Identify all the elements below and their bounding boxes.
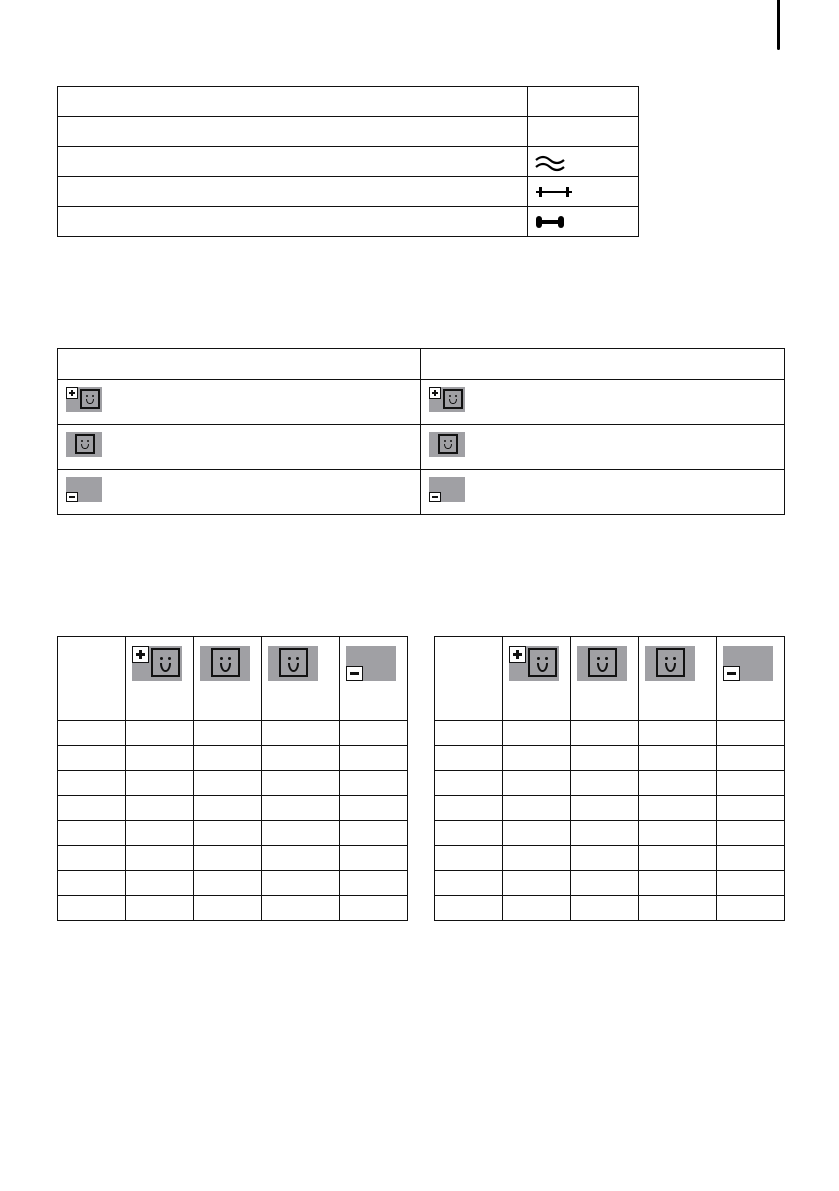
table-cell xyxy=(126,871,194,896)
face-icon xyxy=(429,432,465,457)
table-cell xyxy=(262,821,340,846)
table-row xyxy=(58,470,785,515)
table-cell xyxy=(435,871,503,896)
table-row xyxy=(58,87,639,117)
table-row xyxy=(58,796,408,821)
label-cell xyxy=(58,207,528,237)
table-cell xyxy=(58,896,126,921)
table-cell xyxy=(639,896,717,921)
table-cell xyxy=(262,846,340,871)
table-cell xyxy=(435,846,503,871)
table-cell xyxy=(194,896,262,921)
table-cell xyxy=(340,846,408,871)
label-cell xyxy=(58,117,528,147)
table-row xyxy=(435,871,785,896)
table-cell xyxy=(503,771,571,796)
table-row xyxy=(435,796,785,821)
table-cell xyxy=(262,771,340,796)
table-cell xyxy=(262,896,340,921)
symbol-cell xyxy=(528,117,639,147)
symbol-cell xyxy=(528,207,639,237)
table-cell xyxy=(503,871,571,896)
table-row xyxy=(435,896,785,921)
table-cell xyxy=(58,846,126,871)
header-icon-cell xyxy=(340,637,408,721)
table-row xyxy=(58,746,408,771)
table-cell xyxy=(571,796,639,821)
table-cell xyxy=(126,746,194,771)
table-cell xyxy=(571,871,639,896)
face-icon xyxy=(268,646,318,681)
table-row xyxy=(58,117,639,147)
table-cell xyxy=(571,746,639,771)
table-cell xyxy=(639,796,717,821)
table-cell xyxy=(435,796,503,821)
table-cell xyxy=(58,871,126,896)
table-cell xyxy=(571,896,639,921)
table-row xyxy=(58,425,785,470)
table-cell xyxy=(340,771,408,796)
table-row xyxy=(435,821,785,846)
table-cell xyxy=(639,746,717,771)
table-body xyxy=(435,721,785,921)
face-icon xyxy=(645,646,695,681)
table-cell xyxy=(194,771,262,796)
table-cell xyxy=(639,871,717,896)
table-row xyxy=(58,871,408,896)
table-cell xyxy=(503,746,571,771)
table-row xyxy=(58,207,639,237)
table-cell xyxy=(126,896,194,921)
table-cell xyxy=(126,846,194,871)
comparison-table-left xyxy=(57,636,408,921)
table-cell xyxy=(503,846,571,871)
header-icon-cell xyxy=(503,637,571,721)
header-icon-cell xyxy=(262,637,340,721)
dumbbell-thick-icon xyxy=(534,214,638,230)
table-cell xyxy=(717,821,785,846)
table-cell xyxy=(340,796,408,821)
table-cell xyxy=(262,871,340,896)
table-cell xyxy=(340,746,408,771)
icon-cell xyxy=(421,380,785,425)
symbol-cell xyxy=(528,87,639,117)
dumbbell-thin-icon xyxy=(534,184,638,200)
face-icon xyxy=(200,646,250,681)
table-cell xyxy=(717,771,785,796)
face-plus-icon xyxy=(132,646,182,681)
minus-icon xyxy=(429,477,465,502)
icon-cell xyxy=(58,470,421,515)
table-cell xyxy=(571,846,639,871)
table-cell xyxy=(340,721,408,746)
table-row xyxy=(435,746,785,771)
face-icon xyxy=(577,646,627,681)
symbol-legend-table xyxy=(57,86,639,237)
fold-mark xyxy=(777,0,780,50)
label-cell xyxy=(58,177,528,207)
table-body xyxy=(58,721,408,921)
table-cell xyxy=(126,796,194,821)
table-cell xyxy=(435,721,503,746)
column-header xyxy=(58,349,421,380)
table-cell xyxy=(571,771,639,796)
minus-icon xyxy=(723,646,773,681)
minus-icon xyxy=(66,477,102,502)
table-cell xyxy=(717,746,785,771)
table-cell xyxy=(262,796,340,821)
table-cell xyxy=(639,721,717,746)
table-cell xyxy=(639,771,717,796)
table-cell xyxy=(717,871,785,896)
icon-table xyxy=(57,348,785,515)
icon-cell xyxy=(58,425,421,470)
table-row xyxy=(58,846,408,871)
table-cell xyxy=(435,746,503,771)
icon-cell xyxy=(421,425,785,470)
table-cell xyxy=(340,896,408,921)
table-cell xyxy=(126,721,194,746)
table-cell xyxy=(262,721,340,746)
table-cell xyxy=(262,746,340,771)
table-cell xyxy=(58,771,126,796)
header-icon-cell xyxy=(639,637,717,721)
table-cell xyxy=(194,871,262,896)
table-cell xyxy=(194,796,262,821)
icon-cell xyxy=(421,470,785,515)
table-cell xyxy=(58,721,126,746)
table-cell xyxy=(571,721,639,746)
table-cell xyxy=(435,896,503,921)
table-cell xyxy=(571,821,639,846)
icon-cell xyxy=(58,380,421,425)
table-row xyxy=(58,147,639,177)
table-cell xyxy=(194,721,262,746)
table-cell xyxy=(717,846,785,871)
table-cell xyxy=(717,896,785,921)
table-cell xyxy=(435,821,503,846)
column-header xyxy=(421,349,785,380)
table-cell xyxy=(126,771,194,796)
corner-cell xyxy=(435,637,503,721)
table-header-row xyxy=(58,349,785,380)
table-cell xyxy=(435,771,503,796)
table-row xyxy=(58,821,408,846)
table-cell xyxy=(58,796,126,821)
table-row xyxy=(58,896,408,921)
corner-cell xyxy=(58,637,126,721)
table-cell xyxy=(126,821,194,846)
table-row xyxy=(58,721,408,746)
table-cell xyxy=(340,821,408,846)
symbol-cell xyxy=(528,177,639,207)
comparison-table-right xyxy=(434,636,785,921)
table-row xyxy=(58,380,785,425)
header-icon-cell xyxy=(194,637,262,721)
table-header-row xyxy=(58,637,408,721)
table-row xyxy=(435,771,785,796)
table-row xyxy=(58,771,408,796)
header-icon-cell xyxy=(126,637,194,721)
table-cell xyxy=(717,796,785,821)
label-cell xyxy=(58,147,528,177)
label-cell xyxy=(58,87,528,117)
symbol-cell xyxy=(528,147,639,177)
table-header-row xyxy=(435,637,785,721)
table-cell xyxy=(639,821,717,846)
table-cell xyxy=(194,846,262,871)
face-plus-icon xyxy=(66,387,102,412)
table-row xyxy=(58,177,639,207)
wave-icon xyxy=(534,152,638,172)
table-cell xyxy=(340,871,408,896)
table-cell xyxy=(58,821,126,846)
face-icon xyxy=(66,432,102,457)
table-cell xyxy=(194,821,262,846)
table-cell xyxy=(503,821,571,846)
table-cell xyxy=(639,846,717,871)
minus-icon xyxy=(346,646,396,681)
table-cell xyxy=(503,721,571,746)
table-row xyxy=(435,846,785,871)
table-cell xyxy=(503,796,571,821)
header-icon-cell xyxy=(717,637,785,721)
face-plus-icon xyxy=(509,646,559,681)
table-cell xyxy=(503,896,571,921)
header-icon-cell xyxy=(571,637,639,721)
face-plus-icon xyxy=(429,387,465,412)
table-cell xyxy=(194,746,262,771)
table-row xyxy=(435,721,785,746)
table-cell xyxy=(717,721,785,746)
table-cell xyxy=(58,746,126,771)
